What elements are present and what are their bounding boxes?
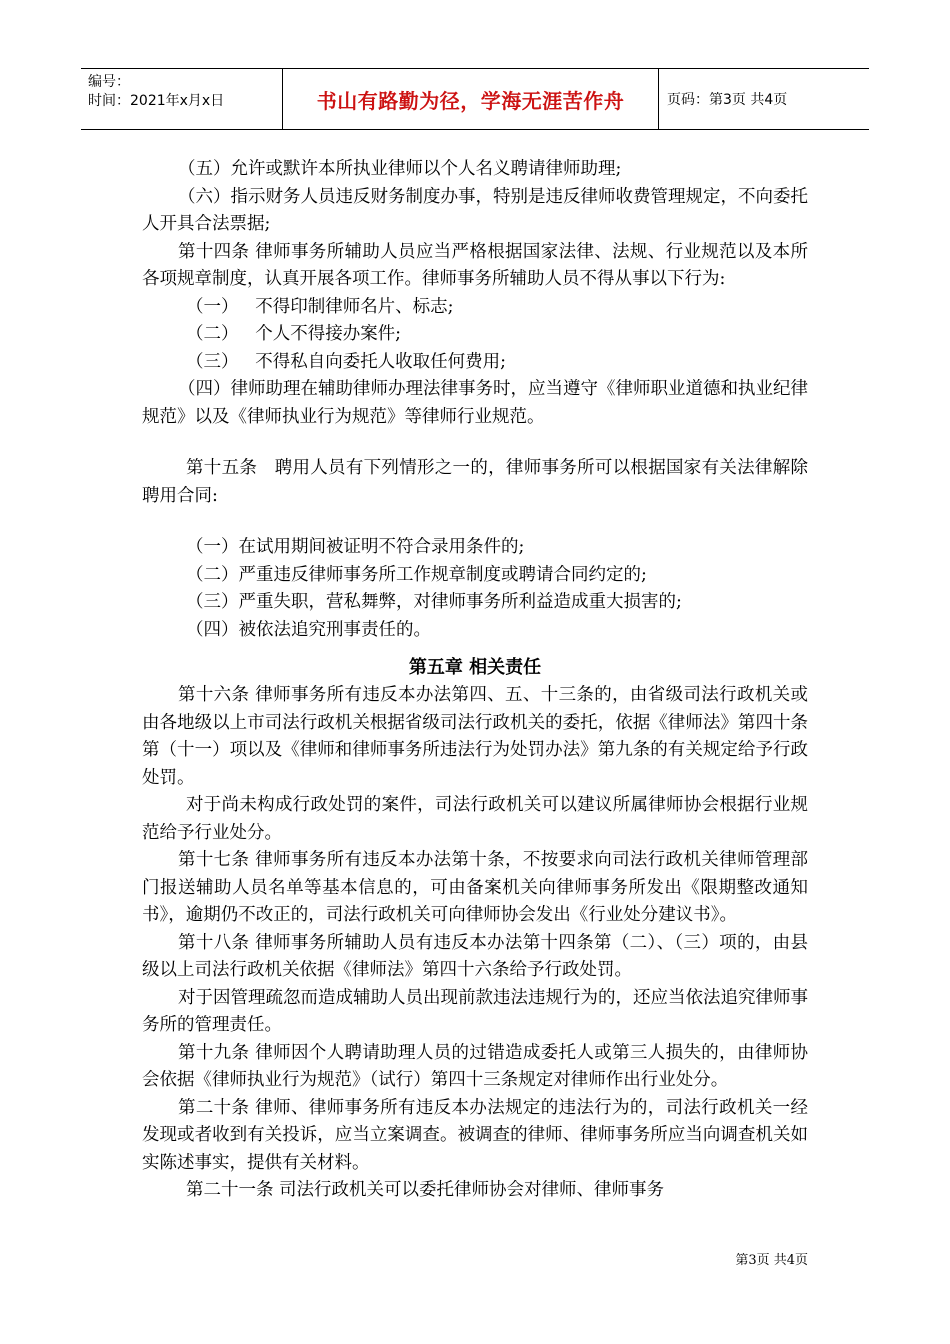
- paragraph: （四）律师助理在辅助律师办理法律事务时，应当遵守《律师职业道德和执业纪律规范》以及《律师执业行为规范》等律师行业规范。: [142, 379, 808, 427]
- paragraph: 对于尚未构成行政处罚的案件，司法行政机关可以建议所属律师协会根据行业规范给予行业处分。: [142, 795, 808, 843]
- paragraph: 第十八条 律师事务所辅助人员有违反本办法第十四条第（二）、（三）项的，由县级以上司法行政机关依据《律师法》第四十六条给予行政处罚。: [142, 932, 808, 980]
- paragraph: （三）严重失职，营私舞弊，对律师事务所利益造成重大损害的;: [186, 592, 682, 612]
- paragraph: 第十六条 律师事务所有违反本办法第四、五、十三条的，由省级司法行政机关或由各地级以上市司法行政机关根据省级司法行政机关的委托，依据《律师法》第四十条第（十一）项以及《律师和律师事务所违法行为处罚办法》第九条的有关规定给予行政处罚。: [142, 685, 808, 788]
- paragraph: 第二十条 律师、律师事务所有违反本办法规定的违法行为的，司法行政机关一经发现或者收到有关投诉，应当立案调查。被调查的律师、律师事务所应当向调查机关如实陈述事实，提供有关材料。: [142, 1097, 808, 1173]
- spacer: [142, 431, 808, 455]
- time-label: 时间：2021年x月x日: [88, 93, 225, 109]
- chapter-title: 第五章 相关责任: [408, 657, 542, 678]
- page-footer: 第3页 共4页: [735, 1253, 808, 1268]
- paragraph: （二）严重违反律师事务所工作规章制度或聘请合同约定的;: [186, 564, 647, 585]
- paragraph: （三） 不得私自向委托人收取任何费用;: [186, 351, 507, 372]
- paragraph: 第十九条 律师因个人聘请助理人员的过错造成委托人或第三人损失的，由律师协会依据《律师执业行为规范》（试行）第四十三条规定对律师作出行业处分。: [142, 1042, 808, 1090]
- spacer: [142, 510, 808, 534]
- paragraph: 第十四条 律师事务所辅助人员应当严格根据国家法律、法规、行业规范以及本所各项规章制度，认真开展各项工作。律师事务所辅助人员不得从事以下行为:: [142, 241, 808, 289]
- paragraph: （一） 不得印制律师名片、标志;: [186, 296, 454, 317]
- header-motto: 书山有路勤为径，学海无涯苦作舟: [283, 69, 659, 129]
- number-label: 编号：: [88, 74, 130, 90]
- paragraph: （六）指示财务人员违反财务制度办事，特别是违反律师收费管理规定，不向委托人开具合法票据;: [142, 186, 808, 234]
- paragraph: （一）在试用期间被证明不符合录用条件的;: [186, 537, 525, 557]
- paragraph: 对于因管理疏忽而造成辅助人员出现前款违法违规行为的，还应当依法追究律师事务所的管理责任。: [142, 987, 808, 1035]
- paragraph: （四）被依法追究刑事责任的。: [186, 619, 431, 640]
- paragraph: （五）允许或默许本所执业律师以个人名义聘请律师助理;: [178, 159, 622, 179]
- header-page-label: 页码：第3页 共4页: [667, 92, 788, 108]
- header-meta-cell: [81, 69, 283, 129]
- paragraph: （二） 个人不得接办案件;: [186, 324, 402, 344]
- document-body: [142, 156, 808, 1205]
- paragraph: 第十五条 聘用人员有下列情形之一的，律师事务所可以根据国家有关法律解除聘用合同:: [142, 458, 808, 506]
- paragraph: 第二十一条 司法行政机关可以委托律师协会对律师、律师事务: [186, 1180, 665, 1200]
- page-header: [81, 68, 869, 130]
- paragraph: 第十七条 律师事务所有违反本办法第十条，不按要求向司法行政机关律师管理部门报送辅助人员名单等基本信息的，可由备案机关向律师事务所发出《限期整改通知书》，逾期仍不改正的，司法行政机关可向律师协会发出《行业处分建议书》。: [142, 850, 808, 925]
